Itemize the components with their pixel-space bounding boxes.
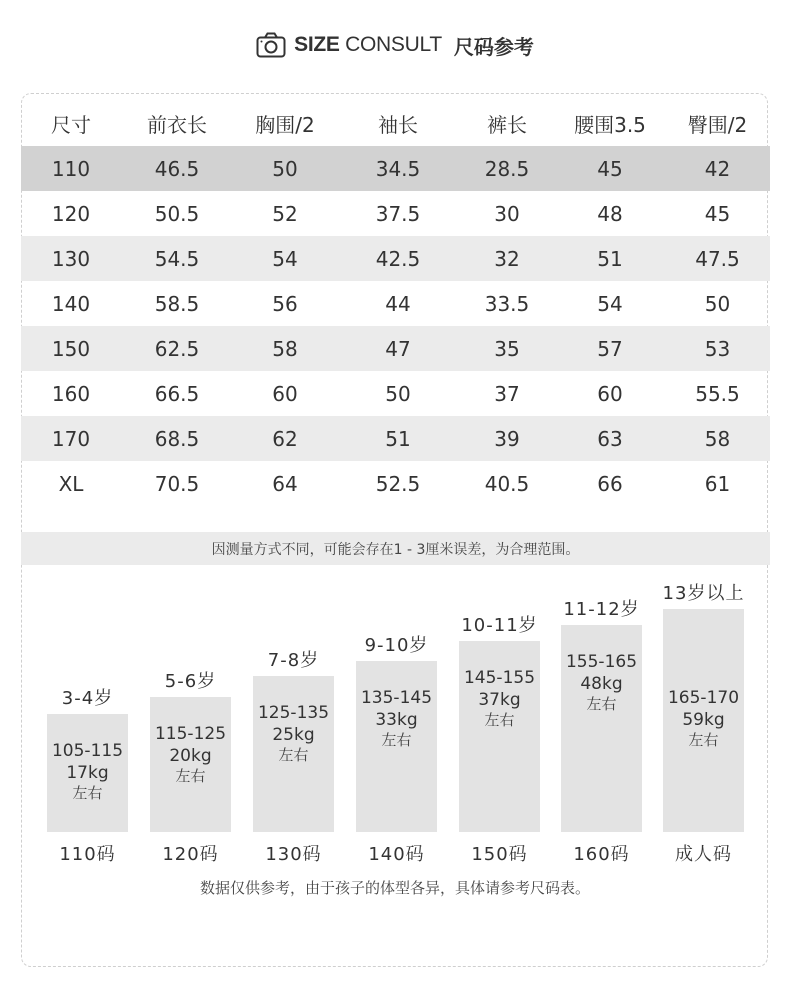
size-code-label: 110码 <box>59 844 116 865</box>
table-cell: 28.5 <box>484 156 530 181</box>
table-cell: 57 <box>597 336 623 361</box>
size-code-label: 160码 <box>573 844 630 865</box>
table-cell: 34.5 <box>375 156 421 181</box>
table-row <box>21 416 770 461</box>
size-code-label: 150码 <box>471 844 528 865</box>
height-range: 115-125 <box>154 724 227 744</box>
table-cell: 62.5 <box>154 336 200 361</box>
table-cell: 48 <box>597 201 623 226</box>
table-cell: 70.5 <box>154 471 200 496</box>
age-label: 3-4岁 <box>61 688 114 709</box>
header-title-cn: 尺码参考 <box>453 34 534 59</box>
table-cell: 170 <box>51 426 91 451</box>
table-body <box>21 146 770 506</box>
table-cell: 60 <box>272 381 298 406</box>
table-cell: XL <box>58 471 84 496</box>
approx-label: 左右 <box>278 746 309 765</box>
table-cell: 44 <box>385 291 411 316</box>
reference-note: 数据仅供参考，由于孩子的体型各异，具体请参考尺码表。 <box>199 879 590 897</box>
page-header <box>0 28 790 62</box>
table-row <box>21 191 770 236</box>
table-cell: 58 <box>704 426 731 451</box>
table-cell: 66.5 <box>154 381 200 406</box>
table-cell: 47 <box>385 336 411 361</box>
table-cell: 110 <box>51 156 91 181</box>
table-cell: 60 <box>597 381 623 406</box>
table-cell: 35 <box>494 336 520 361</box>
table-cell: 51 <box>597 246 623 271</box>
table-cell: 160 <box>51 381 91 406</box>
approx-label: 左右 <box>72 784 103 803</box>
table-cell: 63 <box>597 426 623 451</box>
weight-value: 48kg <box>580 674 623 695</box>
header-title-en: SIZE CONSULT <box>294 33 442 56</box>
table-cell: 58 <box>272 336 298 361</box>
table-cell: 32 <box>494 246 520 271</box>
approx-label: 左右 <box>381 731 412 750</box>
table-cell: 51 <box>385 426 411 451</box>
age-label: 13岁以上 <box>662 583 745 604</box>
table-cell: 54 <box>597 291 623 316</box>
table-row <box>21 371 770 416</box>
size-code-label: 140码 <box>368 844 425 865</box>
age-label: 7-8岁 <box>267 650 320 671</box>
height-range: 165-170 <box>667 688 740 708</box>
table-header-cell: 前衣长 <box>147 112 207 137</box>
age-label: 9-10岁 <box>364 635 429 656</box>
size-code-label: 成人码 <box>675 844 732 865</box>
height-range: 145-155 <box>463 668 536 688</box>
table-row <box>21 281 770 326</box>
table-cell: 50.5 <box>154 201 200 226</box>
height-range: 155-165 <box>565 652 638 672</box>
age-label: 5-6岁 <box>164 671 217 692</box>
table-cell: 55.5 <box>695 381 740 406</box>
size-code-label: 120码 <box>162 844 219 865</box>
approx-label: 左右 <box>688 731 719 750</box>
table-cell: 46.5 <box>154 156 200 181</box>
table-cell: 39 <box>494 426 520 451</box>
table-header-row <box>21 100 770 146</box>
table-cell: 45 <box>597 156 623 181</box>
height-range: 105-115 <box>51 741 124 761</box>
weight-value: 17kg <box>66 763 109 784</box>
approx-label: 左右 <box>484 711 515 730</box>
table-cell: 58.5 <box>154 291 200 316</box>
table-header-cell: 尺寸 <box>51 112 91 137</box>
weight-value: 59kg <box>682 710 725 731</box>
table-cell: 150 <box>51 336 91 361</box>
table-cell: 33.5 <box>484 291 530 316</box>
age-label: 10-11岁 <box>461 615 538 636</box>
table-cell: 130 <box>51 246 91 271</box>
table-cell: 45 <box>704 201 731 226</box>
table-cell: 37 <box>494 381 520 406</box>
height-range: 135-145 <box>360 688 433 708</box>
age-label: 11-12岁 <box>563 599 640 620</box>
table-header-cell: 裤长 <box>487 112 527 137</box>
table-cell: 47.5 <box>695 246 740 271</box>
table-cell: 50 <box>704 291 731 316</box>
table-cell: 120 <box>51 201 91 226</box>
table-cell: 56 <box>272 291 298 316</box>
table-cell: 64 <box>272 471 298 496</box>
table-header-cell: 胸围/2 <box>255 112 315 137</box>
approx-label: 左右 <box>175 767 206 786</box>
table-cell: 52.5 <box>375 471 421 496</box>
table-header-cell: 腰围3.5 <box>574 112 646 137</box>
measurement-note: 因测量方式不同，可能会存在1 - 3厘米误差，为合理范围。 <box>21 532 770 565</box>
table-cell: 40.5 <box>484 471 530 496</box>
table-cell: 68.5 <box>154 426 200 451</box>
table-header-cell: 袖长 <box>378 112 418 137</box>
table-cell: 61 <box>704 471 731 496</box>
table-cell: 54.5 <box>154 246 200 271</box>
size-code-label: 130码 <box>265 844 322 865</box>
approx-label: 左右 <box>586 695 617 714</box>
table-cell: 30 <box>494 201 520 226</box>
table-header-cell: 臀围/2 <box>687 112 748 137</box>
table-cell: 42 <box>704 156 731 181</box>
size-table <box>21 100 770 506</box>
table-cell: 54 <box>272 246 298 271</box>
weight-value: 20kg <box>169 746 212 767</box>
table-row <box>21 461 770 506</box>
table-row <box>21 326 770 371</box>
table-cell: 37.5 <box>375 201 421 226</box>
table-cell: 53 <box>704 336 731 361</box>
table-cell: 42.5 <box>375 246 421 271</box>
table-cell: 62 <box>272 426 298 451</box>
table-row <box>21 236 770 281</box>
table-cell: 50 <box>272 156 298 181</box>
table-cell: 52 <box>272 201 298 226</box>
weight-value: 33kg <box>375 710 418 731</box>
table-cell: 66 <box>597 471 623 496</box>
height-range: 125-135 <box>257 703 330 723</box>
table-cell: 50 <box>385 381 411 406</box>
camera-icon <box>256 32 286 58</box>
weight-value: 37kg <box>478 690 521 711</box>
table-cell: 140 <box>51 291 91 316</box>
weight-value: 25kg <box>272 725 315 746</box>
table-row <box>21 146 770 191</box>
